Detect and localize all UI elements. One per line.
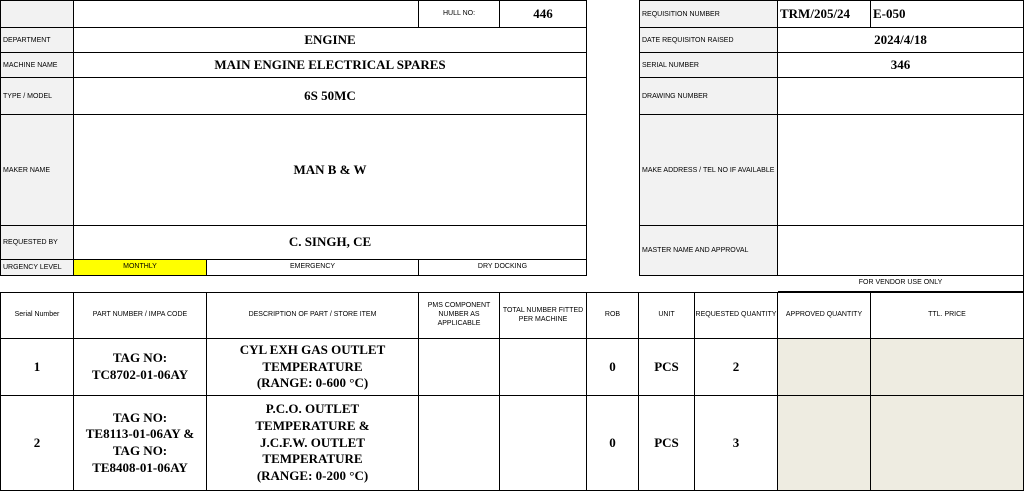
table-row-1-pms[interactable] — [419, 339, 500, 396]
table-row-1-unit[interactable]: PCS — [639, 339, 695, 396]
col-description: DESCRIPTION OF PART / STORE ITEM — [207, 292, 419, 339]
col-requested-quantity: REQUESTED QUANTITY — [695, 292, 778, 339]
date-raised-label: DATE REQUISITON RAISED — [639, 28, 778, 53]
table-row-1-approved[interactable] — [778, 339, 871, 396]
machine-name-value[interactable]: MAIN ENGINE ELECTRICAL SPARES — [74, 53, 587, 78]
table-row-2-rob[interactable]: 0 — [587, 396, 639, 491]
table-row-1-serial: 1 — [0, 339, 74, 396]
table-row-1-part[interactable]: TAG NO: TC8702-01-06AY — [74, 339, 207, 396]
table-row-2-part[interactable]: TAG NO: TE8113-01-06AY & TAG NO: TE8408-01-06AY — [74, 396, 207, 491]
col-unit: UNIT — [639, 292, 695, 339]
col-rob: ROB — [587, 292, 639, 339]
drawing-number-value[interactable] — [778, 78, 1024, 115]
requisition-code-value[interactable]: E-050 — [871, 0, 1024, 28]
table-row-1-rob[interactable]: 0 — [587, 339, 639, 396]
department-value[interactable]: ENGINE — [74, 28, 587, 53]
drawing-number-label: DRAWING NUMBER — [639, 78, 778, 115]
master-approval-label: MASTER NAME AND APPROVAL — [639, 226, 778, 276]
requested-by-label: REQUESTED BY — [0, 226, 74, 260]
type-model-label: TYPE / MODEL — [0, 78, 74, 115]
table-row-1-fitted[interactable] — [500, 339, 587, 396]
maker-name-label: MAKER NAME — [0, 115, 74, 226]
machine-name-label: MACHINE NAME — [0, 53, 74, 78]
maker-name-value[interactable]: MAN B & W — [74, 115, 587, 226]
urgency-emergency-option[interactable]: EMERGENCY — [207, 260, 419, 276]
requisition-number-value[interactable]: TRM/205/24 — [778, 0, 871, 28]
vendor-use-banner: FOR VENDOR USE ONLY — [778, 276, 1024, 292]
top-blank — [74, 0, 419, 28]
requisition-number-label: REQUISITION NUMBER — [639, 0, 778, 28]
make-address-label: MAKE ADDRESS / TEL NO IF AVAILABLE — [639, 115, 778, 226]
serial-number-value[interactable]: 346 — [778, 53, 1024, 78]
make-address-value[interactable] — [778, 115, 1024, 226]
urgency-level-label: URGENCY LEVEL — [0, 260, 74, 276]
hull-label: HULL NO: — [419, 0, 500, 28]
table-row-1-price[interactable] — [871, 339, 1024, 396]
table-row-2-approved[interactable] — [778, 396, 871, 491]
table-row-2-price[interactable] — [871, 396, 1024, 491]
col-total-fitted: TOTAL NUMBER FITTED PER MACHINE — [500, 292, 587, 339]
col-part-number: PART NUMBER / IMPA CODE — [74, 292, 207, 339]
col-serial-number: Serial Number — [0, 292, 74, 339]
requested-by-value[interactable]: C. SINGH, CE — [74, 226, 587, 260]
table-row-2-pms[interactable] — [419, 396, 500, 491]
department-label: DEPARTMENT — [0, 28, 74, 53]
table-row-2-unit[interactable]: PCS — [639, 396, 695, 491]
table-row-2-description[interactable]: P.C.O. OUTLET TEMPERATURE & J.C.F.W. OUTLET TEMPERATURE (RANGE: 0-200 °C) — [207, 396, 419, 491]
col-pms-component: PMS COMPONENT NUMBER AS APPLICABLE — [419, 292, 500, 339]
table-row-2-requested[interactable]: 3 — [695, 396, 778, 491]
date-raised-value[interactable]: 2024/4/18 — [778, 28, 1024, 53]
hull-value[interactable]: 446 — [500, 0, 587, 28]
top-left-blank — [0, 0, 74, 28]
col-approved-quantity: APPROVED QUANTITY — [778, 292, 871, 339]
type-model-value[interactable]: 6S 50MC — [74, 78, 587, 115]
urgency-dry-docking-option[interactable]: DRY DOCKING — [419, 260, 587, 276]
table-row-1-description[interactable]: CYL EXH GAS OUTLET TEMPERATURE (RANGE: 0-600 °C) — [207, 339, 419, 396]
table-row-2-fitted[interactable] — [500, 396, 587, 491]
table-row-2-serial: 2 — [0, 396, 74, 491]
urgency-monthly-option[interactable]: MONTHLY — [74, 260, 207, 276]
serial-number-label: SERIAL NUMBER — [639, 53, 778, 78]
col-ttl-price: TTL. PRICE — [871, 292, 1024, 339]
table-row-1-requested[interactable]: 2 — [695, 339, 778, 396]
master-approval-value[interactable] — [778, 226, 1024, 276]
